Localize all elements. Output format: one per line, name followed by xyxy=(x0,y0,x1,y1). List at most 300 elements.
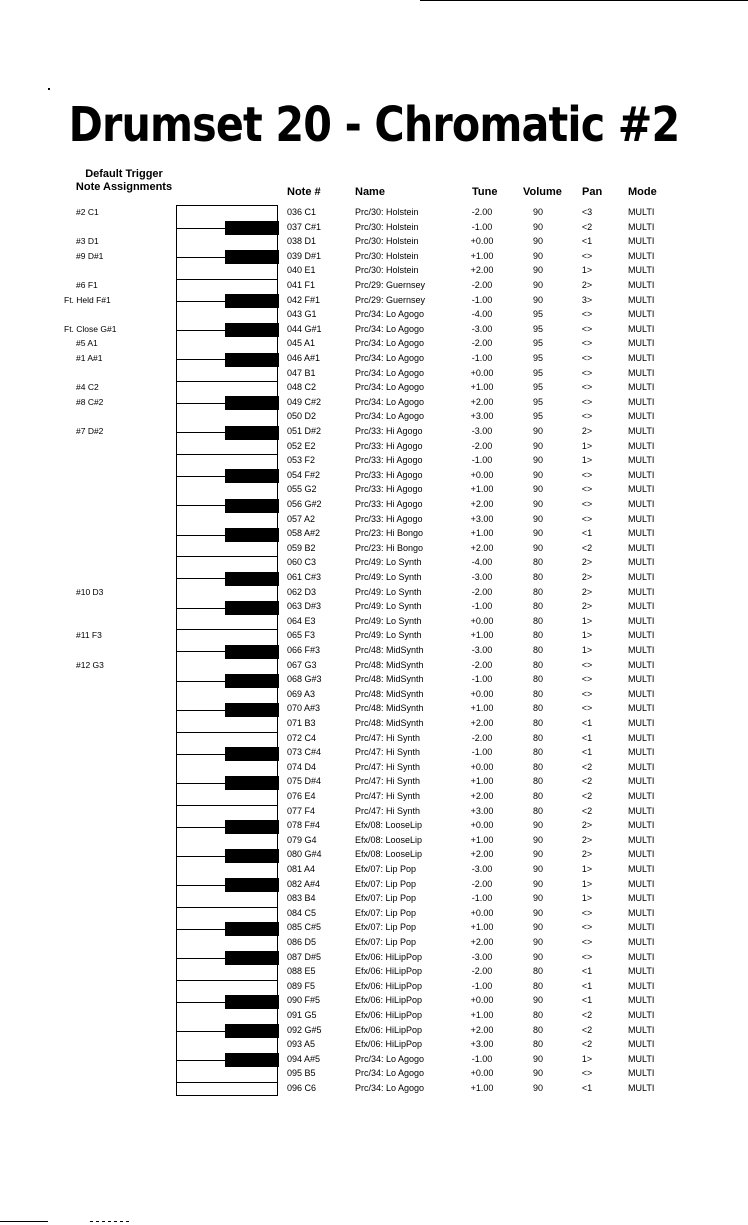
note-number: 040 E1 xyxy=(287,265,316,276)
white-key-divider xyxy=(177,929,277,930)
pan-value: <> xyxy=(581,922,593,933)
note-number: 049 C#2 xyxy=(287,396,322,407)
note-number: 086 D5 xyxy=(287,937,317,947)
mode-value: MULTI xyxy=(628,907,655,918)
pan-value: 2> xyxy=(581,834,593,845)
note-number: 073 C#4 xyxy=(287,747,322,758)
mode-value: MULTI xyxy=(628,1024,655,1035)
tune-value: -1.00 xyxy=(471,221,493,232)
note-name: Prc/49: Lo Synth xyxy=(355,557,422,568)
pan-value: <> xyxy=(581,907,593,918)
tune-value: -2.00 xyxy=(471,586,493,597)
volume-value: 80 xyxy=(532,761,543,772)
pan-value: <> xyxy=(581,659,593,670)
volume-value: 80 xyxy=(532,674,543,685)
pan-value: <1 xyxy=(581,236,593,247)
mode-value: MULTI xyxy=(628,878,655,889)
mode-value: MULTI xyxy=(628,455,655,466)
note-number: 064 E3 xyxy=(287,615,316,626)
column-header-mode: Mode xyxy=(628,186,657,198)
note-name: Prc/30: Holstein xyxy=(355,250,419,261)
tune-value: +1.00 xyxy=(470,776,494,787)
tune-value: -1.00 xyxy=(471,294,493,305)
pan-value: 2> xyxy=(581,280,593,290)
note-number: 088 E5 xyxy=(287,966,316,977)
white-key-divider xyxy=(177,578,277,579)
tune-value: +0.00 xyxy=(470,820,494,831)
white-key-divider xyxy=(177,381,277,382)
note-number: 081 A4 xyxy=(287,864,316,874)
pan-value: <1 xyxy=(581,718,593,728)
note-name: Prc/33: Hi Agogo xyxy=(355,440,423,451)
note-number: 078 F#4 xyxy=(287,820,321,831)
note-name: Prc/49: Lo Synth xyxy=(355,630,422,641)
note-number: 069 A3 xyxy=(287,688,316,699)
pan-value: 1> xyxy=(581,878,593,889)
note-name: Prc/48: MidSynth xyxy=(355,659,424,670)
volume-value: 90 xyxy=(532,834,543,845)
note-name: Prc/48: MidSynth xyxy=(355,718,424,728)
volume-value: 90 xyxy=(532,820,543,831)
volume-value: 95 xyxy=(532,367,543,378)
trigger-label: Ft. Close G#1 xyxy=(64,323,117,334)
note-number: 094 A#5 xyxy=(287,1053,321,1064)
mode-value: MULTI xyxy=(628,265,655,276)
pan-value: <> xyxy=(581,323,593,334)
mode-value: MULTI xyxy=(628,791,655,801)
trigger-label: #3 D1 xyxy=(76,236,99,247)
pan-value: 2> xyxy=(581,601,593,612)
white-key-divider xyxy=(177,454,277,455)
pan-value: <1 xyxy=(581,966,593,977)
tune-value: +1.00 xyxy=(470,922,494,933)
note-name: Efx/08: LooseLip xyxy=(355,849,423,860)
white-key-divider xyxy=(177,1031,277,1032)
white-key-divider xyxy=(177,535,277,536)
volume-value: 90 xyxy=(532,542,543,553)
white-key-divider xyxy=(177,681,277,682)
tune-value: -2.00 xyxy=(471,280,493,290)
note-name: Prc/47: Hi Synth xyxy=(355,761,421,772)
note-name: Efx/07: Lip Pop xyxy=(355,864,417,874)
note-name: Efx/06: HiLipPop xyxy=(355,995,423,1006)
pan-value: 2> xyxy=(581,849,593,860)
volume-value: 90 xyxy=(532,455,543,466)
volume-value: 80 xyxy=(532,615,543,626)
note-name: Prc/47: Hi Synth xyxy=(355,732,421,743)
mode-value: MULTI xyxy=(628,294,655,305)
mode-value: MULTI xyxy=(628,499,655,509)
tune-value: +2.00 xyxy=(470,542,494,553)
tune-value: +2.00 xyxy=(470,1024,494,1035)
note-name: Efx/06: HiLipPop xyxy=(355,951,423,962)
note-number: 089 F5 xyxy=(287,980,316,991)
note-number: 079 G4 xyxy=(287,834,317,845)
note-number: 060 C3 xyxy=(287,557,317,568)
pan-value: <1 xyxy=(581,732,593,743)
trigger-label: #10 D3 xyxy=(76,586,104,597)
mode-value: MULTI xyxy=(628,937,655,947)
mode-value: MULTI xyxy=(628,236,655,247)
mode-value: MULTI xyxy=(628,484,655,495)
volume-value: 90 xyxy=(532,937,543,947)
mode-value: MULTI xyxy=(628,528,655,539)
mode-value: MULTI xyxy=(628,688,655,699)
mode-value: MULTI xyxy=(628,761,655,772)
volume-value: 95 xyxy=(532,411,543,422)
volume-value: 80 xyxy=(532,776,543,787)
mode-value: MULTI xyxy=(628,323,655,334)
note-number: 042 F#1 xyxy=(287,294,321,305)
mode-value: MULTI xyxy=(628,893,655,904)
white-key-divider xyxy=(177,257,277,258)
note-name: Prc/48: MidSynth xyxy=(355,703,424,714)
white-key-divider xyxy=(177,907,277,908)
white-key-divider xyxy=(177,885,277,886)
note-name: Prc/34: Lo Agogo xyxy=(355,367,425,378)
note-number: 087 D#5 xyxy=(287,951,322,962)
mode-value: MULTI xyxy=(628,922,655,933)
note-number: 082 A#4 xyxy=(287,878,321,889)
note-number: 095 B5 xyxy=(287,1068,316,1079)
mode-value: MULTI xyxy=(628,426,655,436)
tune-value: +2.00 xyxy=(470,937,494,947)
trigger-header-line2: Note Assignments xyxy=(75,181,173,193)
mode-value: MULTI xyxy=(628,367,655,378)
column-header-name: Name xyxy=(355,186,385,198)
volume-value: 80 xyxy=(532,805,543,816)
note-name: Efx/07: Lip Pop xyxy=(355,937,417,947)
pan-value: <1 xyxy=(581,1083,593,1093)
note-number: 051 D#2 xyxy=(287,426,322,436)
note-number: 046 A#1 xyxy=(287,353,321,363)
note-number: 066 F#3 xyxy=(287,645,321,655)
volume-value: 90 xyxy=(532,236,543,247)
note-name: Prc/34: Lo Agogo xyxy=(355,323,425,334)
mode-value: MULTI xyxy=(628,703,655,714)
note-name: Prc/33: Hi Agogo xyxy=(355,455,423,466)
white-key-divider xyxy=(177,301,277,302)
note-name: Prc/47: Hi Synth xyxy=(355,791,421,801)
white-key-divider xyxy=(177,228,277,229)
note-name: Efx/07: Lip Pop xyxy=(355,922,417,933)
volume-value: 90 xyxy=(532,221,543,232)
pan-value: <2 xyxy=(581,542,593,553)
note-name: Prc/30: Holstein xyxy=(355,221,419,232)
mode-value: MULTI xyxy=(628,557,655,568)
mode-value: MULTI xyxy=(628,732,655,743)
note-name: Prc/33: Hi Agogo xyxy=(355,469,423,480)
mode-value: MULTI xyxy=(628,280,655,290)
white-key-divider xyxy=(177,651,277,652)
tune-value: +1.00 xyxy=(470,484,494,495)
volume-value: 95 xyxy=(532,309,543,320)
tune-value: +2.00 xyxy=(470,791,494,801)
white-key-divider xyxy=(177,1082,277,1083)
pan-value: 1> xyxy=(581,630,593,641)
pan-value: 1> xyxy=(581,615,593,626)
white-key-divider xyxy=(177,505,277,506)
mode-value: MULTI xyxy=(628,469,655,480)
pan-value: <3 xyxy=(581,207,593,217)
white-key-divider xyxy=(177,359,277,360)
pan-value: 2> xyxy=(581,572,593,582)
white-key-divider xyxy=(177,330,277,331)
volume-value: 80 xyxy=(532,703,543,714)
pan-value: <1 xyxy=(581,528,593,539)
tune-value: -2.00 xyxy=(471,732,493,743)
note-name: Prc/49: Lo Synth xyxy=(355,615,422,626)
tune-value: +3.00 xyxy=(470,1039,494,1050)
tune-value: -3.00 xyxy=(471,572,493,582)
note-number: 039 D#1 xyxy=(287,250,322,261)
tune-value: +2.00 xyxy=(470,396,494,407)
note-name: Efx/06: HiLipPop xyxy=(355,966,423,977)
bottom-dashes xyxy=(90,1221,132,1222)
mode-value: MULTI xyxy=(628,805,655,816)
tune-value: -1.00 xyxy=(471,455,493,466)
mode-value: MULTI xyxy=(628,1068,655,1079)
mode-value: MULTI xyxy=(628,309,655,320)
pan-value: <> xyxy=(581,674,593,685)
note-name: Efx/08: LooseLip xyxy=(355,820,423,831)
note-name: Efx/06: HiLipPop xyxy=(355,1039,423,1050)
white-key-divider xyxy=(177,980,277,981)
note-number: 053 F2 xyxy=(287,455,316,466)
pan-value: 1> xyxy=(581,1053,593,1064)
white-key-divider xyxy=(177,403,277,404)
volume-value: 90 xyxy=(532,995,543,1006)
tune-value: +0.00 xyxy=(470,367,494,378)
note-number: 090 F#5 xyxy=(287,995,321,1006)
pan-value: 1> xyxy=(581,265,593,276)
note-name: Prc/47: Hi Synth xyxy=(355,747,421,758)
tune-value: +1.00 xyxy=(470,528,494,539)
volume-value: 80 xyxy=(532,1010,543,1020)
volume-value: 95 xyxy=(532,396,543,407)
trigger-header xyxy=(60,168,188,194)
tune-value: -2.00 xyxy=(471,338,493,349)
note-number: 038 D1 xyxy=(287,236,317,247)
volume-value: 95 xyxy=(532,382,543,393)
tune-value: +3.00 xyxy=(470,513,494,524)
note-name: Prc/30: Holstein xyxy=(355,265,419,276)
tune-value: -1.00 xyxy=(471,353,493,363)
white-key-divider xyxy=(177,958,277,959)
white-key-divider xyxy=(177,732,277,733)
pan-value: <> xyxy=(581,513,593,524)
tune-value: -1.00 xyxy=(471,674,493,685)
volume-value: 80 xyxy=(532,980,543,991)
trigger-header-line1: Default Trigger xyxy=(85,168,163,180)
pan-value: <> xyxy=(581,396,593,407)
tune-value: -1.00 xyxy=(471,747,493,758)
tune-value: -4.00 xyxy=(471,557,493,568)
pan-value: <> xyxy=(581,469,593,480)
volume-value: 80 xyxy=(532,645,543,655)
pan-value: <> xyxy=(581,338,593,349)
volume-value: 80 xyxy=(532,1024,543,1035)
tune-value: +0.00 xyxy=(470,236,494,247)
piano-keyboard xyxy=(176,205,278,1096)
volume-value: 90 xyxy=(532,294,543,305)
mode-value: MULTI xyxy=(628,630,655,641)
volume-value: 80 xyxy=(532,1039,543,1050)
mode-value: MULTI xyxy=(628,353,655,363)
pan-value: <> xyxy=(581,951,593,962)
tune-value: -2.00 xyxy=(471,659,493,670)
mode-value: MULTI xyxy=(628,411,655,422)
note-name: Prc/23: Hi Bongo xyxy=(355,542,424,553)
volume-value: 90 xyxy=(532,484,543,495)
note-number: 054 F#2 xyxy=(287,469,321,480)
note-number: 074 D4 xyxy=(287,761,317,772)
mode-value: MULTI xyxy=(628,440,655,451)
white-key-divider xyxy=(177,556,277,557)
volume-value: 90 xyxy=(532,864,543,874)
pan-value: <> xyxy=(581,499,593,509)
trigger-label: #5 A1 xyxy=(76,338,98,349)
note-number: 077 F4 xyxy=(287,805,316,816)
note-number: 084 C5 xyxy=(287,907,317,918)
white-key-divider xyxy=(177,629,277,630)
tune-value: +3.00 xyxy=(470,805,494,816)
note-name: Prc/49: Lo Synth xyxy=(355,601,422,612)
note-number: 076 E4 xyxy=(287,791,316,801)
note-name: Prc/33: Hi Agogo xyxy=(355,513,423,524)
note-name: Prc/48: MidSynth xyxy=(355,645,424,655)
tune-value: -3.00 xyxy=(471,323,493,334)
note-number: 096 C6 xyxy=(287,1083,317,1093)
tune-value: -1.00 xyxy=(471,893,493,904)
column-header-tune: Tune xyxy=(472,186,498,198)
volume-value: 90 xyxy=(532,499,543,509)
note-number: 057 A2 xyxy=(287,513,316,524)
note-name: Prc/47: Hi Synth xyxy=(355,805,421,816)
tune-value: +2.00 xyxy=(470,265,494,276)
tune-value: -1.00 xyxy=(471,980,493,991)
trigger-label: #7 D#2 xyxy=(76,426,104,436)
note-name: Prc/49: Lo Synth xyxy=(355,586,422,597)
tune-value: +1.00 xyxy=(470,630,494,641)
note-name: Prc/34: Lo Agogo xyxy=(355,338,425,349)
note-number: 068 G#3 xyxy=(287,674,322,685)
pan-value: <> xyxy=(581,1068,593,1079)
mode-value: MULTI xyxy=(628,776,655,787)
mode-value: MULTI xyxy=(628,207,655,217)
volume-value: 90 xyxy=(532,513,543,524)
pan-value: 2> xyxy=(581,426,593,436)
tune-value: +0.00 xyxy=(470,761,494,772)
tune-value: +2.00 xyxy=(470,849,494,860)
note-name: Prc/29: Guernsey xyxy=(355,280,426,290)
mode-value: MULTI xyxy=(628,645,655,655)
note-name: Prc/33: Hi Agogo xyxy=(355,484,423,495)
mode-value: MULTI xyxy=(628,980,655,991)
mode-value: MULTI xyxy=(628,513,655,524)
pan-value: 2> xyxy=(581,820,593,831)
trigger-label: #11 F3 xyxy=(76,630,102,641)
note-name: Prc/30: Holstein xyxy=(355,236,419,247)
pan-value: <> xyxy=(581,309,593,320)
trigger-label: #1 A#1 xyxy=(76,353,103,363)
volume-value: 80 xyxy=(532,791,543,801)
mode-value: MULTI xyxy=(628,951,655,962)
note-number: 045 A1 xyxy=(287,338,316,349)
note-name: Prc/34: Lo Agogo xyxy=(355,411,425,422)
trigger-label: Ft. Held F#1 xyxy=(64,294,111,305)
mode-value: MULTI xyxy=(628,572,655,582)
bottom-rule xyxy=(0,1221,48,1222)
white-key-divider xyxy=(177,1002,277,1003)
volume-value: 95 xyxy=(532,323,543,334)
volume-value: 80 xyxy=(532,659,543,670)
mode-value: MULTI xyxy=(628,718,655,728)
pan-value: 1> xyxy=(581,455,593,466)
tune-value: -3.00 xyxy=(471,864,493,874)
note-number: 062 D3 xyxy=(287,586,317,597)
note-number: 061 C#3 xyxy=(287,572,322,582)
volume-value: 90 xyxy=(532,426,543,436)
note-number: 063 D#3 xyxy=(287,601,322,612)
pan-value: <1 xyxy=(581,980,593,991)
volume-value: 95 xyxy=(532,338,543,349)
tune-value: -3.00 xyxy=(471,426,493,436)
white-key-divider xyxy=(177,432,277,433)
tune-value: -4.00 xyxy=(471,309,493,320)
trigger-label: #8 C#2 xyxy=(76,396,104,407)
pan-value: <> xyxy=(581,411,593,422)
note-name: Efx/07: Lip Pop xyxy=(355,907,417,918)
note-name: Efx/08: LooseLip xyxy=(355,834,423,845)
white-key-divider xyxy=(177,856,277,857)
pan-value: <2 xyxy=(581,791,593,801)
pan-value: <2 xyxy=(581,761,593,772)
mode-value: MULTI xyxy=(628,659,655,670)
white-key-divider xyxy=(177,805,277,806)
note-number: 048 C2 xyxy=(287,382,317,393)
volume-value: 90 xyxy=(532,878,543,889)
volume-value: 80 xyxy=(532,718,543,728)
pan-value: <2 xyxy=(581,805,593,816)
mode-value: MULTI xyxy=(628,338,655,349)
tune-value: +0.00 xyxy=(470,995,494,1006)
volume-value: 90 xyxy=(532,922,543,933)
volume-value: 80 xyxy=(532,688,543,699)
volume-value: 80 xyxy=(532,572,543,582)
white-key-divider xyxy=(177,279,277,280)
note-number: 056 G#2 xyxy=(287,499,322,509)
top-rule xyxy=(420,0,748,1)
mode-value: MULTI xyxy=(628,674,655,685)
note-name: Prc/48: MidSynth xyxy=(355,688,424,699)
note-number: 052 E2 xyxy=(287,440,316,451)
pan-value: 2> xyxy=(581,586,593,597)
tune-value: +0.00 xyxy=(470,469,494,480)
note-number: 075 D#4 xyxy=(287,776,322,787)
tune-value: +1.00 xyxy=(470,250,494,261)
tune-value: +0.00 xyxy=(470,1068,494,1079)
tune-value: -1.00 xyxy=(471,1053,493,1064)
tune-value: -3.00 xyxy=(471,951,493,962)
note-number: 065 F3 xyxy=(287,630,316,641)
note-number: 071 B3 xyxy=(287,718,316,728)
mode-value: MULTI xyxy=(628,1039,655,1050)
white-key-divider xyxy=(177,1060,277,1061)
white-key-divider xyxy=(177,783,277,784)
pan-value: <> xyxy=(581,353,593,363)
tune-value: -3.00 xyxy=(471,645,493,655)
